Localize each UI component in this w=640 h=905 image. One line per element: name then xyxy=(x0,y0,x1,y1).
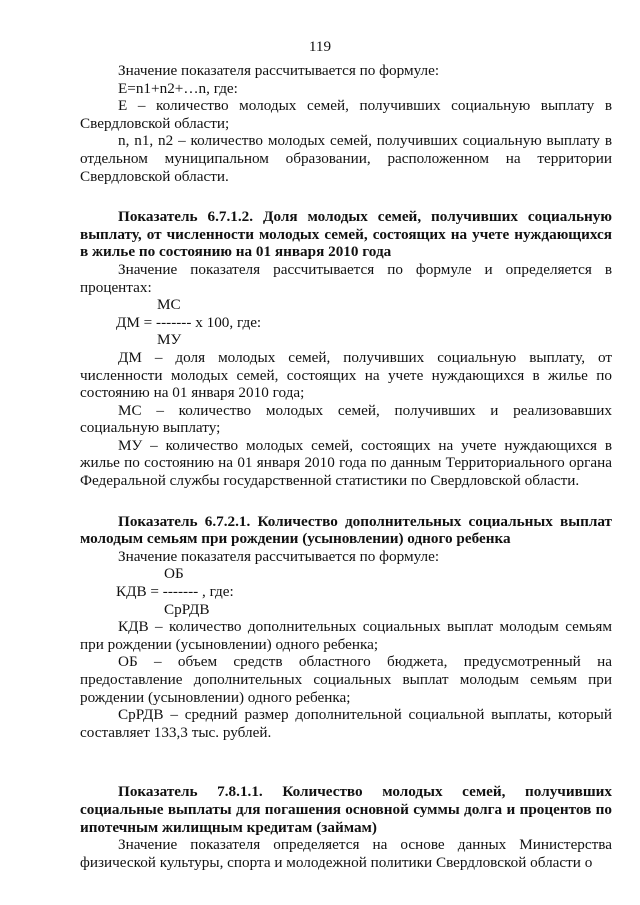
fraction-formula xyxy=(80,565,612,618)
formula-intro: Значение показателя рассчитывается по формуле и определяется в процентах: xyxy=(80,260,612,296)
definition: СрРДВ – средний размер дополнительной социальной выплаты, который составляет 133,3 тыс. рублей. xyxy=(80,706,612,741)
definition: МС – количество молодых семей, получивших и реализовавших социальную выплату; xyxy=(80,401,612,437)
paragraph: Значение показателя определяется на основе данных Министерства физической культуры, спорта и молодежной политики Свердловской области о xyxy=(80,836,612,871)
formula-denominator: МУ xyxy=(157,331,182,349)
document-body xyxy=(80,62,612,871)
definition: n, n1, n2 – количество молодых семей, получивших социальную выплату в отдельном муниципальном образовании, расположенном на территории Свердловской области. xyxy=(80,132,612,185)
definition: КДВ – количество дополнительных социальных выплат молодым семьям при рождении (усыновлении) одного ребенка; xyxy=(80,618,612,653)
page-number: 119 xyxy=(308,38,332,55)
formula-denominator: СрРДВ xyxy=(164,600,210,618)
indicator-heading: Показатель 7.8.1.1. Количество молодых семей, получивших социальные выплаты для погашения основной суммы долга и процентов по ипотечным жилищным кредитам (займам) xyxy=(80,783,612,836)
formula-intro: Значение показателя рассчитывается по формуле: xyxy=(118,62,440,79)
formula-numerator: ОБ xyxy=(164,565,184,583)
definition: ДМ – доля молодых семей, получивших социальную выплату, от численности молодых семей, состоящих на учете нуждающихся в жилье по состоянию на 01 января 2010 года; xyxy=(80,348,612,402)
formula-row: ДМ = ------- x 100, где: xyxy=(116,313,262,331)
indicator-heading: Показатель 6.7.2.1. Количество дополнительных социальных выплат молодым семьям при рождении (усыновлении) одного ребенка xyxy=(80,512,612,548)
formula-row: КДВ = ------- , где: xyxy=(116,583,234,601)
indicator-heading: Показатель 6.7.1.2. Доля молодых семей, получивших социальную выплату, от численности молодых семей, состоящих на учете нуждающихся в жилье по состоянию на 01 января 2010 года xyxy=(80,208,612,261)
formula-numerator: МС xyxy=(157,296,181,314)
formula: E=n1+n2+…n, где: xyxy=(118,79,238,97)
definition: ОБ – объем средств областного бюджета, предусмотренный на предоставление дополнительных социальных выплат молодым семьям при рождении (усыновлении) одного ребенка; xyxy=(80,653,612,706)
definition: E – количество молодых семей, получивших социальную выплату в Свердловской области; xyxy=(80,97,612,132)
definition: МУ – количество молодых семей, состоящих на учете нуждающихся в жилье по состоянию на 01 января 2010 года по данным Территориального органа Федеральной службы государственной статистики по Свердловской области. xyxy=(80,436,612,490)
fraction-formula xyxy=(80,296,612,349)
formula-intro: Значение показателя рассчитывается по формуле: xyxy=(118,547,440,565)
